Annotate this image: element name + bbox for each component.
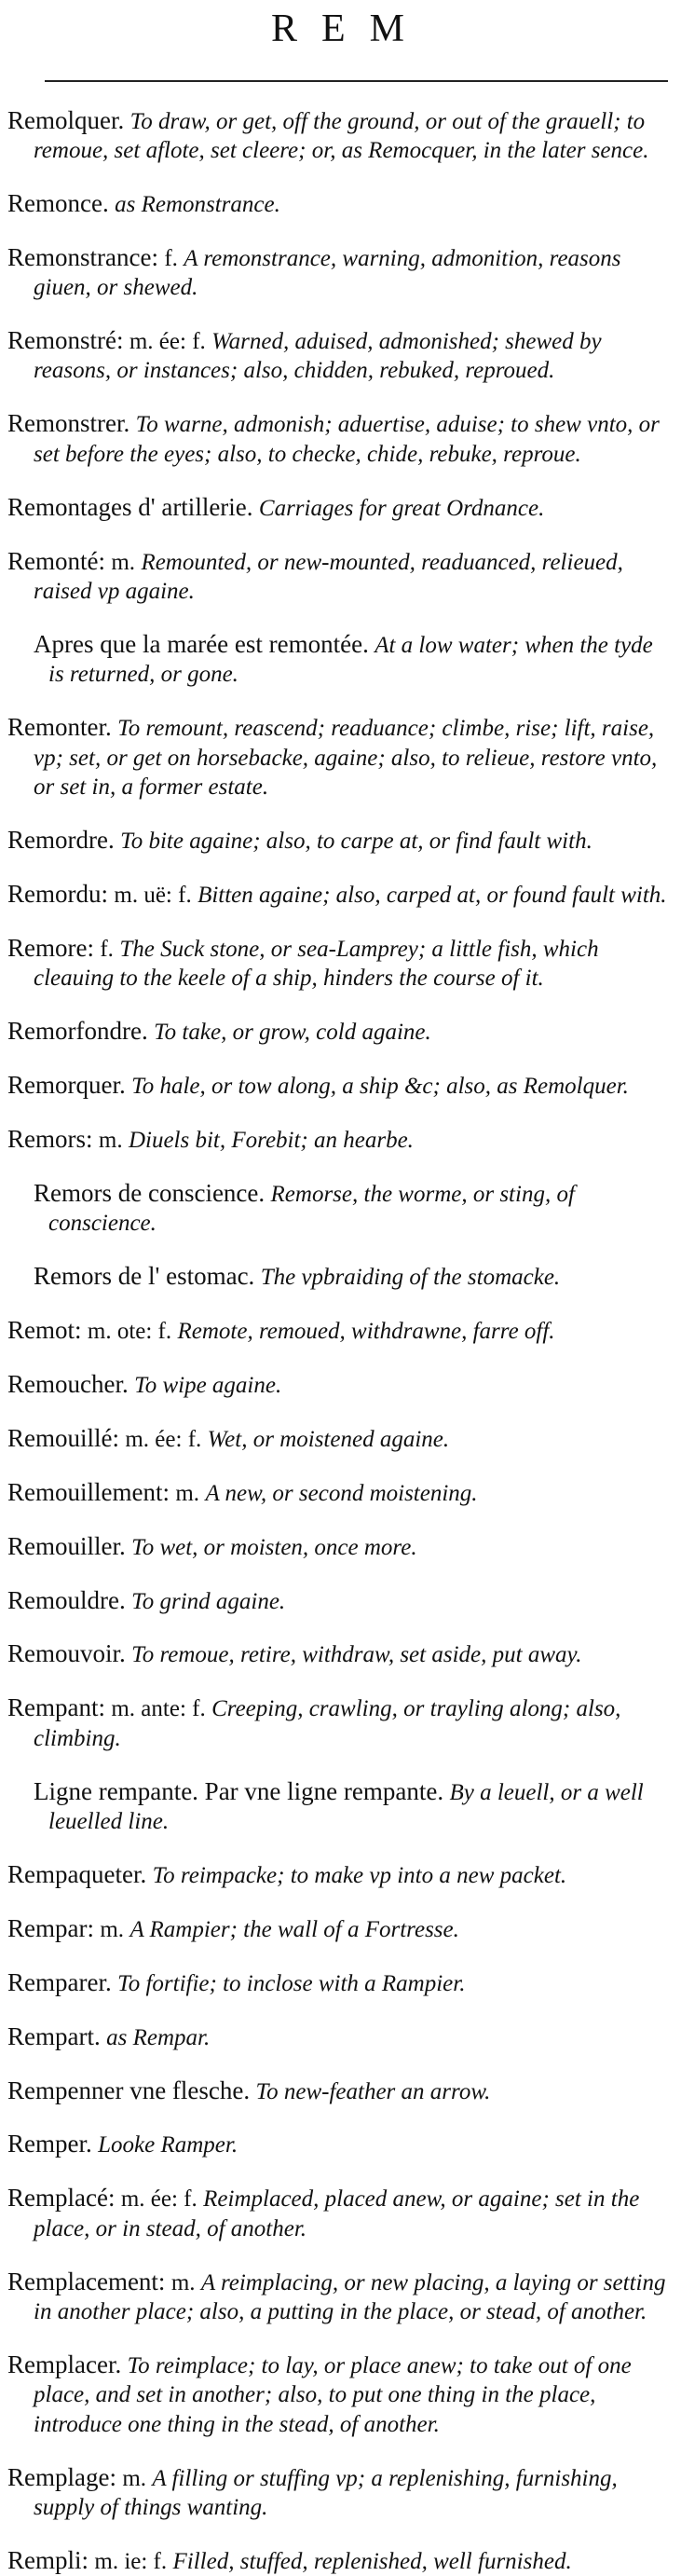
entry-definition: as Remonstrance. [115, 192, 280, 217]
dictionary-entry [7, 326, 668, 386]
entry-definition: Carriages for great Ordnance. [259, 496, 544, 521]
entry-definition: The vpbraiding of the stomacke. [261, 1265, 560, 1290]
entry-headword: Rempar: [7, 1914, 94, 1942]
dictionary-entry [7, 2350, 668, 2439]
entry-headword: Remordu: [7, 880, 108, 908]
dictionary-entry [7, 493, 668, 523]
entry-headword: Remonter. [7, 713, 112, 741]
header-rule [45, 80, 668, 82]
entry-definition: To new-feather an arrow. [256, 2079, 491, 2104]
entry-headword: Rempart. [7, 2022, 101, 2050]
entry-headword: Remors de l' estomac. [34, 1262, 254, 1290]
sub-entry [7, 630, 668, 690]
entry-definition: A new, or second moistening. [205, 1481, 477, 1506]
dictionary-entry [7, 1586, 668, 1616]
entry-definition: Warned, aduised, admonished; shewed by reasons, or instances; also, chidden, rebuked, reproued. [34, 329, 602, 383]
entry-grammar: m. ote: f. [88, 1319, 171, 1344]
entry-definition: Creeping, crawling, or trayling along; also, climbing. [34, 1696, 620, 1750]
entry-headword: Remonce. [7, 189, 109, 217]
entry-definition: To wipe againe. [134, 1373, 281, 1398]
entry-definition: Bitten againe; also, carped at, or found fault with. [197, 883, 666, 908]
entry-grammar: m. [175, 1481, 199, 1506]
entry-headword: Remouvoir. [7, 1639, 126, 1667]
entry-definition: Filled, stuffed, replenished, well furnished. [173, 2549, 572, 2574]
dictionary-entry [7, 1424, 668, 1454]
entry-headword: Remparer. [7, 1968, 112, 1996]
entry-headword: Apres que la marée est remontée. [34, 630, 369, 658]
entry-grammar: m. ée: f. [129, 329, 206, 354]
dictionary-entry [7, 2546, 668, 2576]
entry-headword: Remolquer. [7, 106, 124, 134]
entry-headword: Rempaqueter. [7, 1860, 146, 1888]
entry-definition: A Rampier; the wall of a Fortresse. [129, 1917, 458, 1942]
entry-headword: Remouillé: [7, 1424, 119, 1452]
dictionary-entry [7, 189, 668, 219]
sub-entry [7, 1179, 668, 1239]
entry-definition: To grind againe. [131, 1589, 285, 1614]
entry-definition: At a low water; when the tyde is returned, or gone. [48, 633, 653, 687]
dictionary-entry [7, 1370, 668, 1400]
entry-grammar: m. [122, 2466, 146, 2491]
entry-definition: Looke Ramper. [98, 2132, 238, 2158]
entry-headword: Remot: [7, 1316, 82, 1344]
entry-grammar: m. [111, 550, 135, 575]
entry-definition: A reimplacing, or new placing, a laying or setting in another place; also, a putting in the place, or stead, of another. [34, 2270, 665, 2324]
entry-definition: By a leuell, or a well leuelled line. [48, 1780, 644, 1834]
entry-headword: Remorquer. [7, 1071, 126, 1099]
entry-grammar: f. [100, 937, 114, 962]
entry-definition: To reimplace; to lay, or place anew; to take out of one place, and set in another; also, to put one thing in the place, introduce one thing in the stead, of another. [34, 2353, 632, 2437]
entry-headword: Remonté: [7, 547, 105, 575]
dictionary-entry [7, 2463, 668, 2523]
dictionary-entry [7, 2022, 668, 2052]
entry-headword: Remordre. [7, 826, 115, 854]
entry-definition: To remoue, retire, withdraw, set aside, put away. [131, 1642, 581, 1667]
dictionary-entry [7, 1316, 668, 1346]
entry-headword: Remouillement: [7, 1478, 170, 1506]
entry-definition: To warne, admonish; aduertise, aduise; to shew vnto, or set before the eyes; also, to checke, chide, rebuke, reproue. [34, 412, 660, 466]
dictionary-entry [7, 1860, 668, 1890]
dictionary-entry [7, 1125, 668, 1155]
entry-list [7, 106, 668, 2576]
entry-headword: Remontages d' artillerie. [7, 493, 253, 521]
entry-headword: Remonstré: [7, 326, 123, 354]
dictionary-entry [7, 2184, 668, 2243]
dictionary-entry [7, 2076, 668, 2106]
entry-definition: To draw, or get, off the ground, or out of the grauell; to remoue, set aflote, set cleere; or, as Remocquer, in the later sence. [34, 109, 648, 163]
dictionary-entry [7, 243, 668, 303]
sub-entry [7, 1262, 668, 1292]
entry-grammar: m. ante: f. [111, 1696, 205, 1721]
dictionary-entry [7, 409, 668, 469]
entry-headword: Remors de conscience. [34, 1179, 265, 1207]
entry-headword: Remplacement: [7, 2268, 165, 2295]
entry-headword: Remors: [7, 1125, 93, 1153]
dictionary-entry [7, 1693, 668, 1753]
dictionary-entry [7, 1639, 668, 1669]
entry-definition: To bite againe; also, to carpe at, or find fault with. [120, 829, 592, 854]
entry-headword: Remonstrer. [7, 409, 129, 437]
dictionary-entry [7, 2130, 668, 2159]
entry-definition: To reimpacke; to make vp into a new packet. [153, 1863, 567, 1888]
entry-headword: Remore: [7, 934, 94, 962]
entry-definition: To fortifie; to inclose with a Rampier. [117, 1971, 465, 1996]
entry-grammar: f. [164, 246, 178, 271]
entry-definition: A remonstrance, warning, admonition, reasons giuen, or shewed. [34, 246, 621, 300]
entry-definition: To remount, reascend; readuance; climbe, rise; lift, raise, vp; set, or get on horsebacke, againe; also, to relieue, restore vnto, or set in, a former estate. [34, 716, 657, 800]
entry-headword: Remorfondre. [7, 1017, 148, 1045]
entry-headword: Rempli: [7, 2546, 89, 2574]
entry-headword: Remouiller. [7, 1532, 126, 1560]
entry-headword: Remoucher. [7, 1370, 129, 1398]
entry-grammar: m. ie: f. [94, 2549, 167, 2574]
entry-headword: Ligne rempante. Par vne ligne rempante. [34, 1777, 443, 1805]
entry-headword: Remonstrance: [7, 243, 158, 271]
dictionary-entry [7, 106, 668, 166]
entry-headword: Remplage: [7, 2463, 116, 2491]
entry-definition: To wet, or moisten, once more. [131, 1535, 416, 1560]
dictionary-entry [7, 1017, 668, 1047]
dictionary-entry [7, 934, 668, 993]
entry-definition: Diuels bit, Forebit; an hearbe. [129, 1128, 414, 1153]
entry-headword: Remplacé: [7, 2184, 115, 2212]
entry-definition: as Rempar. [106, 2025, 210, 2050]
dictionary-entry [7, 880, 668, 910]
page-header: REM [7, 0, 668, 56]
entry-grammar: m. uë: f. [114, 883, 191, 908]
dictionary-entry [7, 1071, 668, 1101]
entry-grammar: m. [99, 1128, 123, 1153]
dictionary-entry [7, 1968, 668, 1998]
dictionary-entry [7, 2268, 668, 2327]
dictionary-entry [7, 826, 668, 856]
entry-headword: Rempenner vne flesche. [7, 2076, 250, 2104]
entry-definition: Remote, remoued, withdrawne, farre off. [178, 1319, 555, 1344]
entry-definition: Remorse, the worme, or sting, of conscience. [48, 1182, 575, 1236]
sub-entry [7, 1777, 668, 1837]
entry-headword: Remper. [7, 2130, 92, 2158]
entry-definition: The Suck stone, or sea-Lamprey; a little fish, which cleauing to the keele of a ship, hinders the course of it. [34, 937, 599, 991]
entry-definition: Wet, or moistened againe. [208, 1427, 449, 1452]
entry-headword: Remouldre. [7, 1586, 126, 1614]
entry-headword: Remplacer. [7, 2350, 121, 2378]
entry-grammar: m. ée: f. [121, 2186, 197, 2212]
dictionary-entry [7, 1914, 668, 1944]
entry-headword: Rempant: [7, 1693, 105, 1721]
dictionary-entry [7, 1478, 668, 1508]
entry-definition: Reimplaced, placed anew, or againe; set in the place, or in stead, of another. [34, 2186, 639, 2240]
entry-definition: To take, or grow, cold againe. [154, 1020, 431, 1045]
dictionary-entry [7, 1532, 668, 1562]
entry-grammar: m. [100, 1917, 124, 1942]
entry-grammar: m. [171, 2270, 196, 2295]
dictionary-entry [7, 547, 668, 607]
entry-grammar: m. ée: f. [125, 1427, 201, 1452]
entry-definition: Remounted, or new-mounted, readuanced, relieued, raised vp againe. [34, 550, 623, 604]
entry-definition: To hale, or tow along, a ship &c; also, as Remolquer. [131, 1074, 629, 1099]
entry-definition: A filling or stuffing vp; a replenishing, furnishing, supply of things wanting. [34, 2466, 618, 2520]
dictionary-entry [7, 713, 668, 802]
